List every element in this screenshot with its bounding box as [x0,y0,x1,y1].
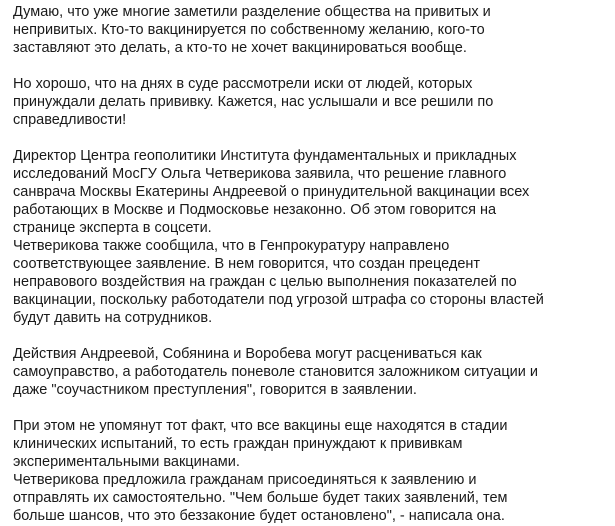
text-line: исследований МосГУ Ольга Четверикова заявила, что решение главного [13,166,507,182]
text-line: При этом не упомянут тот факт, что все вакцины еще находятся в стадии [13,418,508,434]
text-line: непривитых. Кто-то вакцинируется по собственному желанию, кого-то [13,22,485,38]
text-line: клинических испытаний, то есть граждан принуждают к прививкам [13,436,463,452]
text-line: справедливости! [13,112,127,128]
text-line: Четверикова также сообщила, что в Генпрокуратуру направлено [13,238,450,254]
text-line: вакцинации, поскольку работодатели под угрозой штрафа со стороны властей [13,292,544,308]
post-text [13,3,609,525]
paragraph-vaccines [13,417,609,525]
text-line: соответствующее заявление. В нем говорится, что создан прецедент [13,256,481,272]
text-line: самоуправство, а работодатель поневоле становится заложником ситуации и [13,364,538,380]
text-line: Действия Андреевой, Собянина и Воробева могут расцениваться как [13,346,482,362]
paragraph-actions [13,345,609,399]
text-line: экспериментальными вакцинами. [13,454,240,470]
text-line: Четверикова предложила гражданам присоединяться к заявлению и [13,472,477,488]
text-line: Но хорошо, что на днях в суде рассмотрели иски от людей, которых [13,76,473,92]
text-line: принуждали делать прививку. Кажется, нас услышали и все решили по [13,94,494,110]
text-line: работающих в Москве и Подмосковье незаконно. Об этом говорится на [13,202,497,218]
text-line: отправлять их самостоятельно. "Чем больше будет таких заявлений, тем [13,490,508,506]
text-line: больше шансов, что это беззаконие будет остановлено", - написала она. [13,508,505,524]
text-line: даже "соучастником преступления", говорится в заявлении. [13,382,417,398]
text-line: странице эксперта в соцсети. [13,220,212,236]
text-line: неправового воздействия на граждан с целью выполнения показателей по [13,274,517,290]
paragraph-statement [13,147,609,327]
text-line: Думаю, что уже многие заметили разделение общества на привитых и [13,4,491,20]
paragraph-court [13,75,609,129]
paragraph-intro [13,3,609,57]
text-line: будут давить на сотрудников. [13,310,213,326]
text-line: заставляют это делать, а кто-то не хочет вакцинироваться вообще. [13,40,467,56]
text-line: Директор Центра геополитики Института фундаментальных и прикладных [13,148,517,164]
text-line: санврача Москвы Екатерины Андреевой о принудительной вакцинации всех [13,184,530,200]
